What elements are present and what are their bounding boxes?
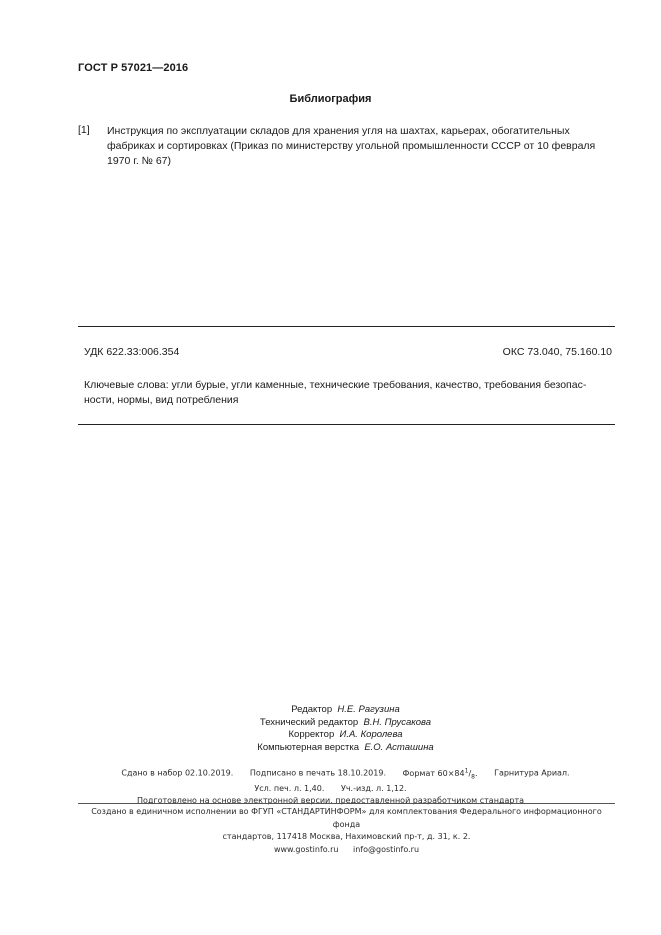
paper-format: Формат $60\times 84^1/_8$.: [402, 767, 478, 781]
proofreader-label: Корректор: [288, 729, 335, 740]
publisher-block: [78, 806, 615, 856]
publisher-contacts: [78, 844, 615, 857]
publisher-sheets: Уч.-изд. л. 1,12.: [340, 784, 407, 794]
layout-line: [0, 742, 661, 755]
publisher-divider: [78, 803, 615, 804]
publisher-line-2: стандартов, 117418 Москва, Нахимовский пр-т, д. 31, к. 2.: [222, 832, 471, 841]
tech-editor-line: [0, 717, 661, 730]
print-info-line-1: [0, 765, 661, 783]
layout-name: Е.О. Асташина: [364, 741, 434, 753]
editor-label: Редактор: [291, 704, 333, 715]
website-link[interactable]: www.gostinfo.ru: [273, 844, 339, 854]
print-info-line-2: [0, 783, 661, 795]
oks-code: ОКС 73.040, 75.160.10: [502, 346, 612, 358]
typeface: Гарнитура Ариал.: [494, 768, 570, 778]
signed-date: Подписано в печать 18.10.2019.: [249, 768, 386, 778]
tech-editor-name: В.Н. Прусакова: [363, 716, 432, 728]
tech-editor-label: Технический редактор: [259, 716, 359, 728]
keywords: Ключевые слова: угли бурые, угли каменные, технические требования, качество, требования безопас-ности, нормы, вид потребления: [84, 379, 587, 406]
credits-block: [0, 704, 661, 754]
submitted-date: Сдано в набор 02.10.2019.: [121, 768, 234, 778]
email-link[interactable]: info@gostinfo.ru: [352, 844, 420, 854]
editor-name: Н.Е. Рагузина: [337, 704, 400, 715]
section-divider-bottom: [78, 424, 615, 425]
section-divider-top: [78, 326, 615, 327]
publisher-line-1: Создано в единичном исполнении во ФГУП «СТАНДАРТИНФОРМ» для комплектования Федерального информационного фонда: [91, 807, 602, 829]
udk-code: УДК 622.33:006.354: [84, 346, 180, 358]
layout-label: Компьютерная верстка: [257, 741, 360, 753]
editor-line: [0, 704, 661, 717]
reference-text: Инструкция по эксплуатации складов для хранения угля на шахтах, карьерах, обогатительных фабриках и сортировках (Приказ по министерству угольной промышленности СССР от 10 февраля 1970 г. № 67): [107, 125, 596, 167]
standard-code: ГОСТ Р 57021—2016: [78, 62, 189, 74]
proofreader-line: [0, 729, 661, 742]
reference-number: [1]: [78, 124, 90, 136]
electronic-note: Подготовлено на основе электронной версии, предоставленной разработчиком стандарта: [136, 796, 525, 806]
bibliography-title: Библиография: [289, 93, 372, 105]
print-sheets: Усл. печ. л. 1,40.: [254, 784, 325, 794]
proofreader-name: И.А. Королева: [339, 729, 403, 740]
print-info: [0, 765, 661, 807]
